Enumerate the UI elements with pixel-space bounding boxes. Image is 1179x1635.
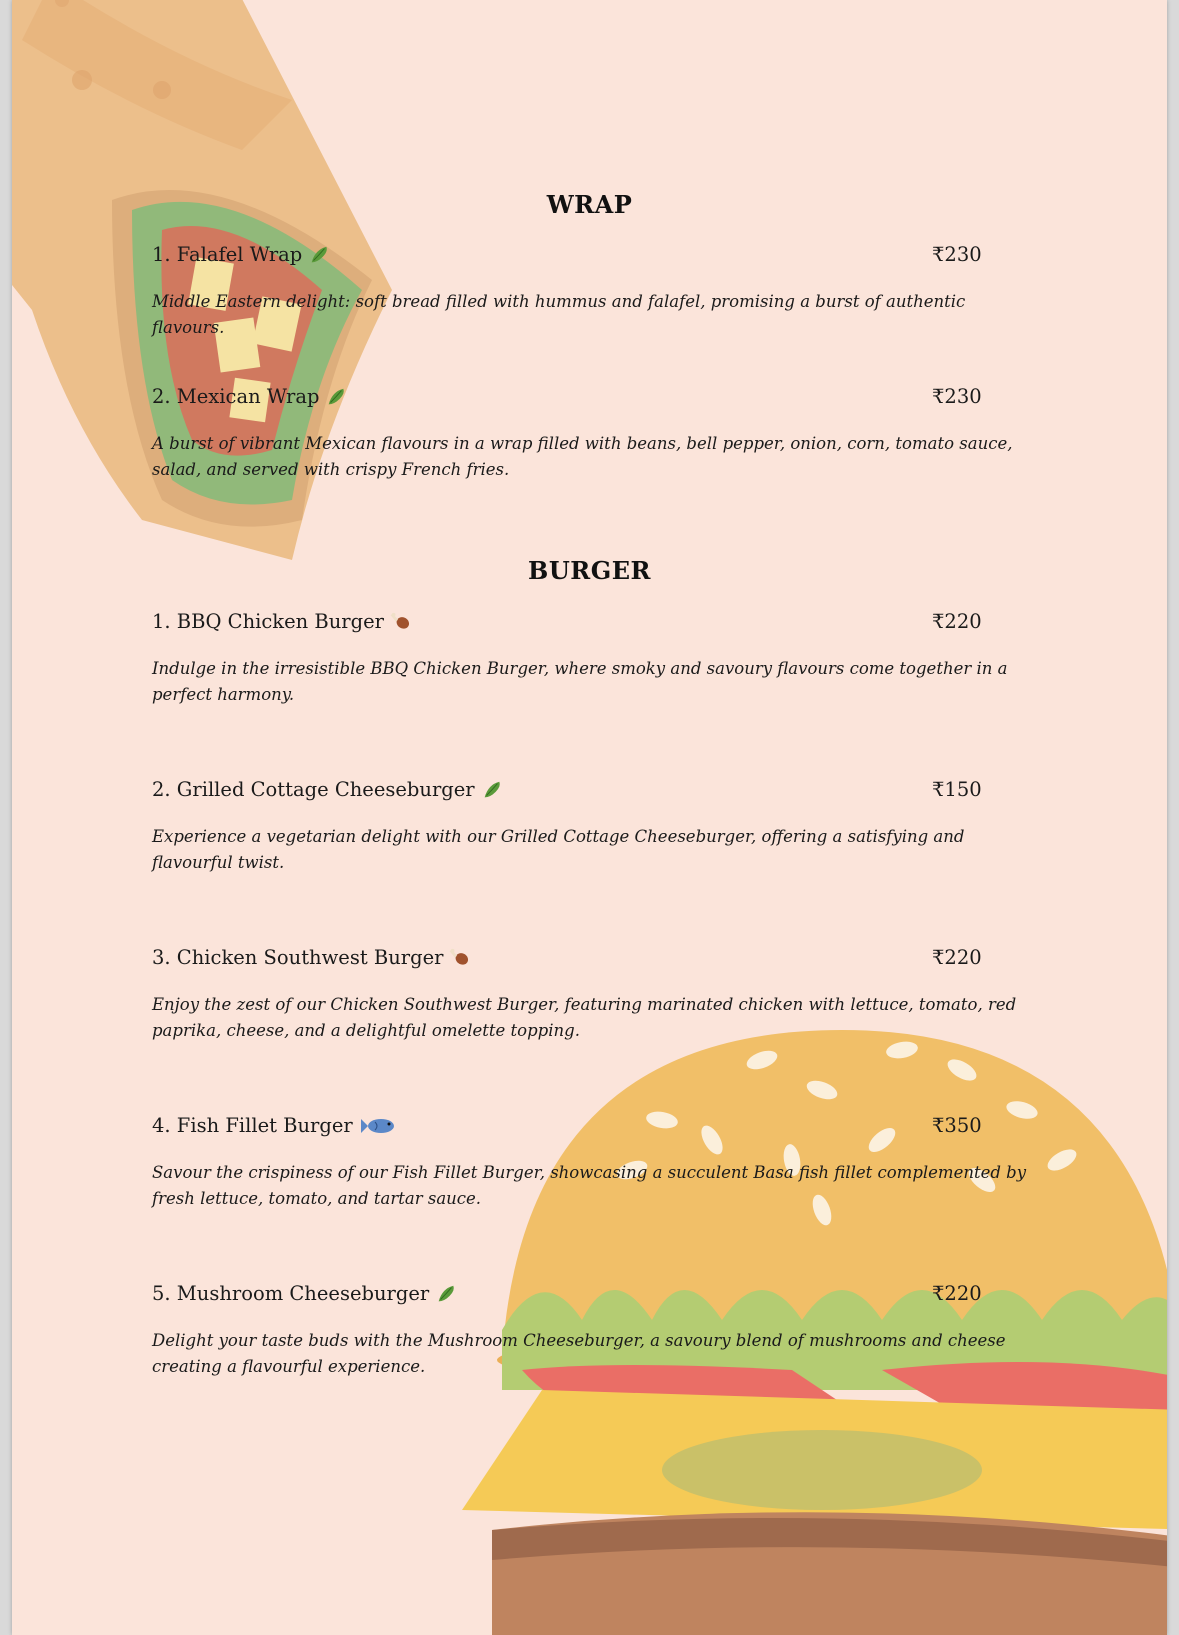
menu-item	[152, 385, 1032, 483]
menu-item-price: ₹220	[932, 610, 982, 633]
menu-item-name: 1. Falafel Wrap	[152, 243, 303, 266]
veg-icon	[435, 1283, 457, 1305]
menu-item-name: 5. Mushroom Cheeseburger	[152, 1282, 430, 1305]
veg-icon	[481, 779, 503, 801]
menu-item	[152, 1282, 1032, 1380]
menu-item	[152, 243, 1032, 341]
menu-item-name-row	[152, 946, 471, 969]
menu-item	[152, 1114, 1032, 1212]
menu-item	[152, 946, 1032, 1044]
menu-item-description: Enjoy the zest of our Chicken Southwest Burger, featuring marinated chicken with lettuce, tomato, red paprika, cheese, and a delightful omelette topping.	[152, 995, 1017, 1040]
menu-item-name: 3. Chicken Southwest Burger	[152, 946, 444, 969]
menu-item-price: ₹220	[932, 946, 982, 969]
menu-item-description: Delight your taste buds with the Mushroom Cheeseburger, a savoury blend of mushrooms and cheese creating a flavourful experience.	[152, 1331, 1006, 1376]
menu-item-description: Middle Eastern delight: soft bread filled with hummus and falafel, promising a burst of authentic flavours.	[152, 292, 966, 337]
chicken-leg-icon	[449, 947, 471, 969]
menu-item-price: ₹350	[932, 1114, 982, 1137]
section-heading-wrap: WRAP	[546, 190, 633, 219]
fish-icon	[359, 1115, 399, 1137]
section-heading-burger: BURGER	[528, 556, 651, 585]
menu-item-name-row	[152, 243, 330, 266]
menu-item-description: A burst of vibrant Mexican flavours in a wrap filled with beans, bell pepper, onion, corn, tomato sauce, salad, and served with crispy French fries.	[152, 434, 1013, 479]
menu-item-description: Experience a vegetarian delight with our Grilled Cottage Cheeseburger, offering a satisfying and flavourful twist.	[152, 827, 965, 872]
menu-item	[152, 610, 1032, 708]
menu-item	[152, 778, 1032, 876]
menu-item-description: Indulge in the irresistible BBQ Chicken Burger, where smoky and savoury flavours come together in a perfect harmony.	[152, 659, 1008, 704]
menu-item-price: ₹150	[932, 778, 982, 801]
veg-icon	[325, 386, 347, 408]
menu-item-name-row	[152, 1114, 399, 1137]
menu-item-price: ₹230	[932, 243, 982, 266]
menu-page	[12, 0, 1167, 1635]
chicken-leg-icon	[390, 611, 412, 633]
menu-item-name: 2. Grilled Cottage Cheeseburger	[152, 778, 475, 801]
menu-item-price: ₹220	[932, 1282, 982, 1305]
menu-item-name-row	[152, 778, 503, 801]
menu-item-name-row	[152, 385, 347, 408]
veg-icon	[308, 244, 330, 266]
menu-item-name: 4. Fish Fillet Burger	[152, 1114, 353, 1137]
menu-item-price: ₹230	[932, 385, 982, 408]
menu-item-name-row	[152, 1282, 457, 1305]
menu-item-name-row	[152, 610, 412, 633]
menu-item-name: 1. BBQ Chicken Burger	[152, 610, 384, 633]
menu-item-name: 2. Mexican Wrap	[152, 385, 320, 408]
menu-item-description: Savour the crispiness of our Fish Fillet Burger, showcasing a succulent Basa fish fillet complemented by fresh lettuce, tomato, and tartar sauce.	[152, 1163, 1027, 1208]
